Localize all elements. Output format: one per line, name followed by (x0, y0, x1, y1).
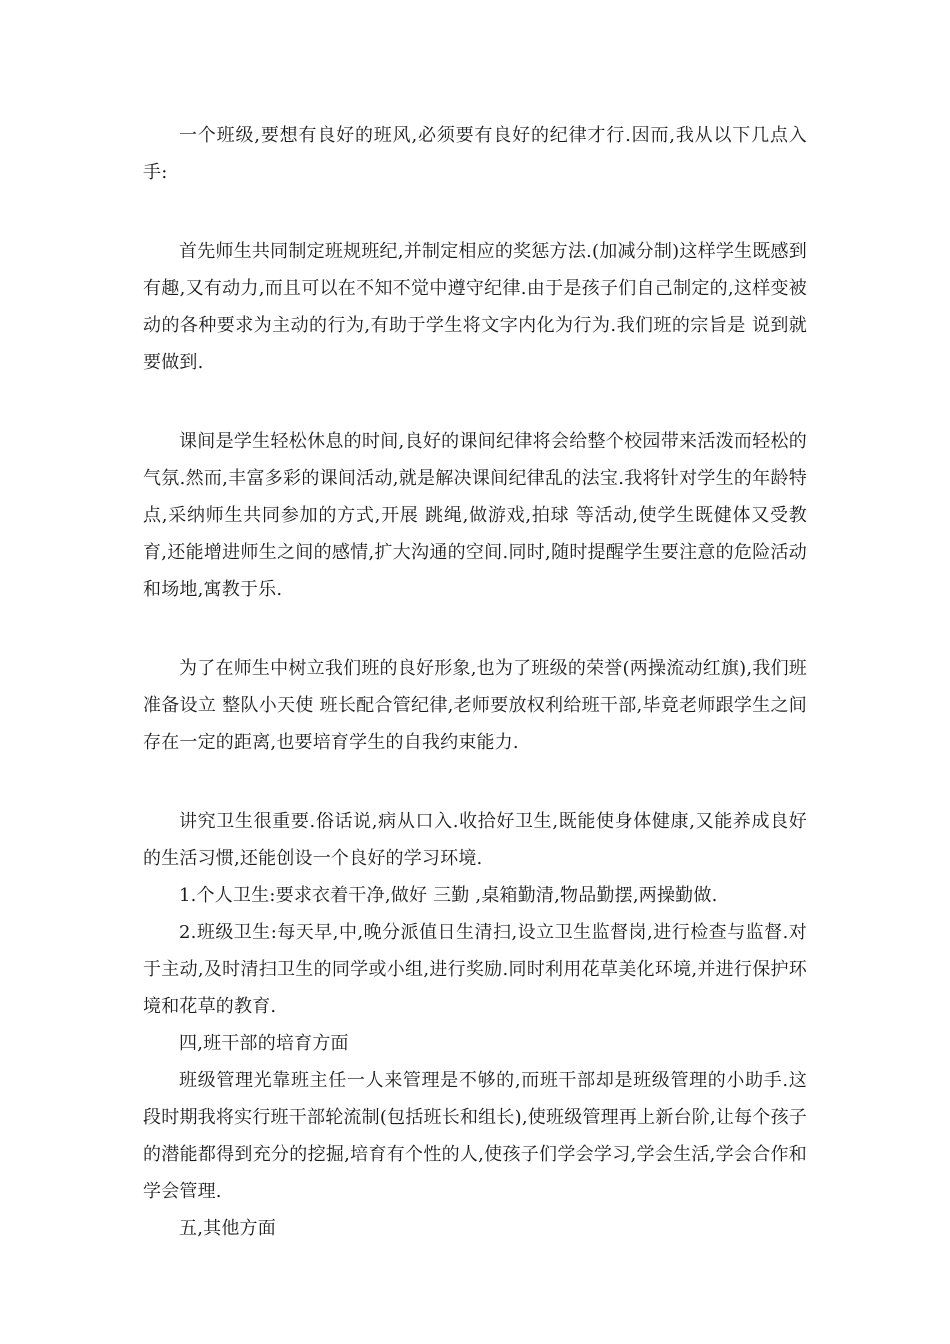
paragraph-gap (143, 381, 807, 423)
paragraph-class-rules: 首先师生共同制定班规班纪,并制定相应的奖惩方法.(加减分制)这样学生既感到有趣,又有动力,而且可以在不知不觉中遵守纪律.由于是孩子们自己制定的,这样变被动的各种要求为主动的行为,有助于学生将文字内化为行为.我们班的宗旨是 说到就要做到. (143, 241, 807, 373)
paragraph-hygiene: 讲究卫生很重要.俗话说,病从口入.收拾好卫生,既能使身体健康,又能养成良好的生活习惯,还能创设一个良好的学习环境. (143, 811, 807, 869)
paragraph-personal-hygiene: 1.个人卫生:要求衣着干净,做好 三勤 ,桌箱勤清,物品勤摆,两操勤做. (179, 885, 718, 906)
paragraph-gap (143, 191, 807, 233)
section-heading-other: 五,其他方面 (179, 1218, 276, 1239)
paragraph-class-cadres: 班级管理光靠班主任一人来管理是不够的,而班干部却是班级管理的小助手.这段时期我将实行班干部轮流制(包括班长和组长),使班级管理再上新台阶,让每个孩子的潜能都得到充分的挖掘,培育有个性的人,使孩子们学会学习,学会生活,学会合作和学会管理. (143, 1070, 807, 1202)
paragraph-class-image: 为了在师生中树立我们班的良好形象,也为了班级的荣誉(两操流动红旗),我们班准备设立 整队小天使 班长配合管纪律,老师要放权利给班干部,毕竟老师跟学生之间存在一定的距离,也要培育学生的自我约束能力. (143, 658, 807, 753)
paragraph-discipline-intro: 一个班级,要想有良好的班风,必须要有良好的纪律才行.因而,我从以下几点入手: (143, 125, 807, 183)
paragraph-gap (143, 608, 807, 650)
paragraph-gap (143, 761, 807, 803)
section-heading-class-cadres: 四,班干部的培育方面 (179, 1033, 349, 1054)
document-body (143, 117, 807, 1247)
paragraph-recess: 课间是学生轻松休息的时间,良好的课间纪律将会给整个校园带来活泼而轻松的气氛.然而,丰富多彩的课间活动,就是解决课间纪律乱的法宝.我将针对学生的年龄特点,采纳师生共同参加的方式,开展 跳绳,做游戏,拍球 等活动,使学生既健体又受教育,还能增进师生之间的感情,扩大沟通的空间.同时,随时提醒学生要注意的危险活动和场地,寓教于乐. (143, 431, 807, 600)
paragraph-class-hygiene: 2.班级卫生:每天早,中,晚分派值日生清扫,设立卫生监督岗,进行检查与监督.对于主动,及时清扫卫生的同学或小组,进行奖励.同时利用花草美化环境,并进行保护环境和花草的教育. (143, 922, 807, 1017)
